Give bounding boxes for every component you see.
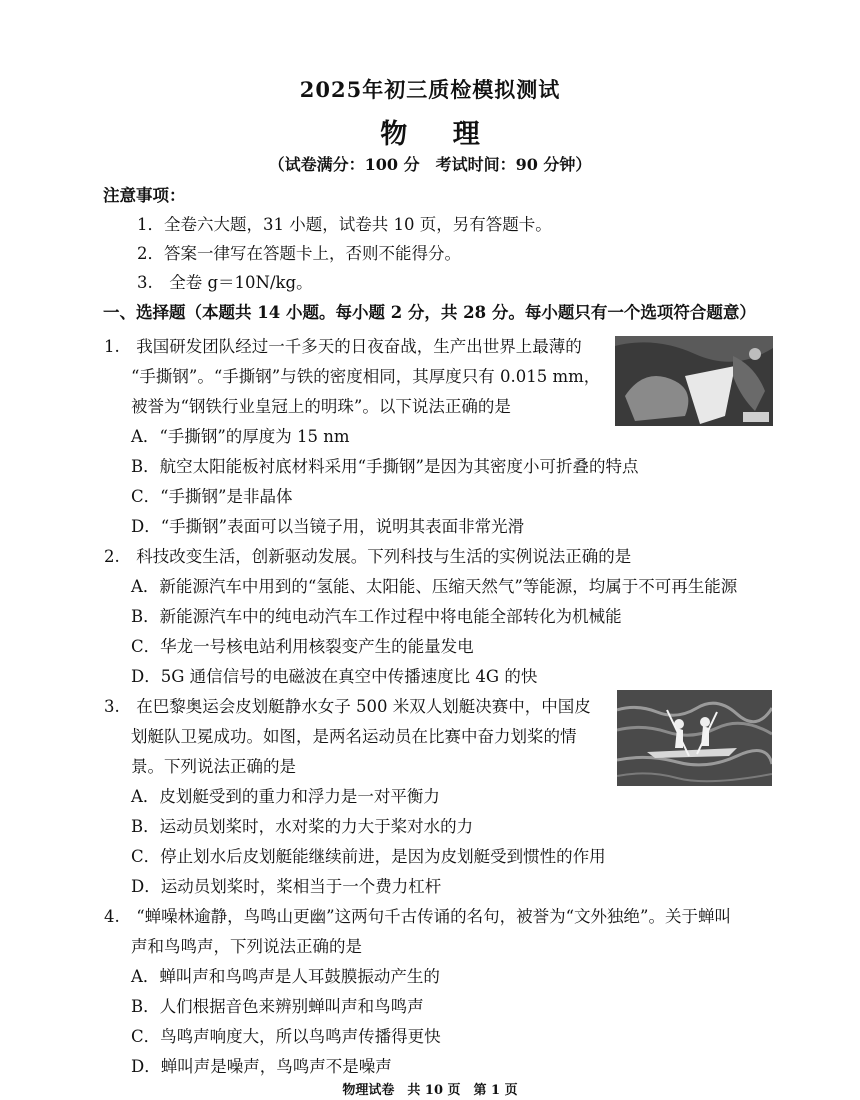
notice-item: 1．全卷六大题，31 小题，试卷共 10 页，另有答题卡。 [137, 215, 552, 234]
option-d: D．蝉叫声是噪声，鸟鸣声不是噪声 [131, 1057, 392, 1076]
canoe-image [617, 690, 772, 786]
question-stem: “手撕钢”。“手撕钢”与铁的密度相同，其厚度只有 0.015 mm， [131, 367, 601, 386]
option-b: B．航空太阳能板衬底材料采用“手撕钢”是因为其密度小可折叠的特点 [131, 457, 639, 476]
notice-item: 2．答案一律写在答题卡上，否则不能得分。 [137, 244, 461, 263]
section-heading: 一、选择题（本题共 14 小题。每小题 2 分，共 28 分。每小题只有一个选项符合题意） [103, 303, 756, 322]
question-stem: 2. 科技改变生活，创新驱动发展。下列科技与生活的实例说法正确的是 [104, 547, 632, 566]
exam-meta: （试卷满分：100 分 考试时间：90 分钟） [268, 155, 592, 174]
option-c: C．华龙一号核电站利用核裂变产生的能量发电 [131, 637, 474, 656]
option-d: D．“手撕钢”表面可以当镜子用，说明其表面非常光滑 [131, 517, 525, 536]
page-footer: 物理试卷 共 10 页 第 1 页 [342, 1083, 518, 1098]
option-c: C．鸟鸣声响度大，所以鸟鸣声传播得更快 [131, 1027, 441, 1046]
option-a: A．“手撕钢”的厚度为 15 nm [131, 427, 350, 446]
option-c: C．“手撕钢”是非晶体 [131, 487, 293, 506]
option-c: C．停止划水后皮划艇能继续前进，是因为皮划艇受到惯性的作用 [131, 847, 606, 866]
question-stem: 划艇队卫冕成功。如图，是两名运动员在比赛中奋力划桨的情 [131, 727, 577, 746]
subject-title: 物 理 [380, 119, 480, 150]
steel-foil-photo [615, 336, 773, 426]
option-a: A．新能源汽车中用到的“氢能、太阳能、压缩天然气”等能源，均属于不可再生能源 [131, 577, 738, 596]
option-a: A．蝉叫声和鸟鸣声是人耳鼓膜振动产生的 [131, 967, 440, 986]
notice-heading: 注意事项： [103, 186, 186, 205]
canoe-race-photo [617, 690, 772, 786]
option-b: B．运动员划桨时，水对桨的力大于桨对水的力 [131, 817, 474, 836]
question-stem: 3. 在巴黎奥运会皮划艇静水女子 500 米双人划艇决赛中，中国皮 [104, 697, 591, 716]
question-stem: 1. 我国研发团队经过一千多天的日夜奋战，生产出世界上最薄的 [104, 337, 582, 356]
option-b: B．新能源汽车中的纯电动汽车工作过程中将电能全部转化为机械能 [131, 607, 622, 626]
question-stem: 景。下列说法正确的是 [131, 757, 296, 776]
question-stem: 4. “蝉噪林逾静，鸟鸣山更幽”这两句千古传诵的名句，被誉为“文外独绝”。关于蝉叫 [104, 907, 731, 926]
option-b: B．人们根据音色来辨别蝉叫声和鸟鸣声 [131, 997, 424, 1016]
option-d: D．运动员划桨时，桨相当于一个费力杠杆 [131, 877, 442, 896]
notice-item: 3. 全卷 g＝10N/kg。 [137, 273, 313, 292]
option-d: D．5G 通信信号的电磁波在真空中传播速度比 4G 的快 [131, 667, 538, 686]
option-a: A．皮划艇受到的重力和浮力是一对平衡力 [131, 787, 440, 806]
page-title: 2025年初三质检模拟测试 [299, 77, 561, 102]
steel-foil-image [615, 336, 773, 426]
question-stem: 被誉为“钢铁行业皇冠上的明珠”。以下说法正确的是 [131, 397, 511, 416]
question-stem: 声和鸟鸣声，下列说法正确的是 [131, 937, 362, 956]
